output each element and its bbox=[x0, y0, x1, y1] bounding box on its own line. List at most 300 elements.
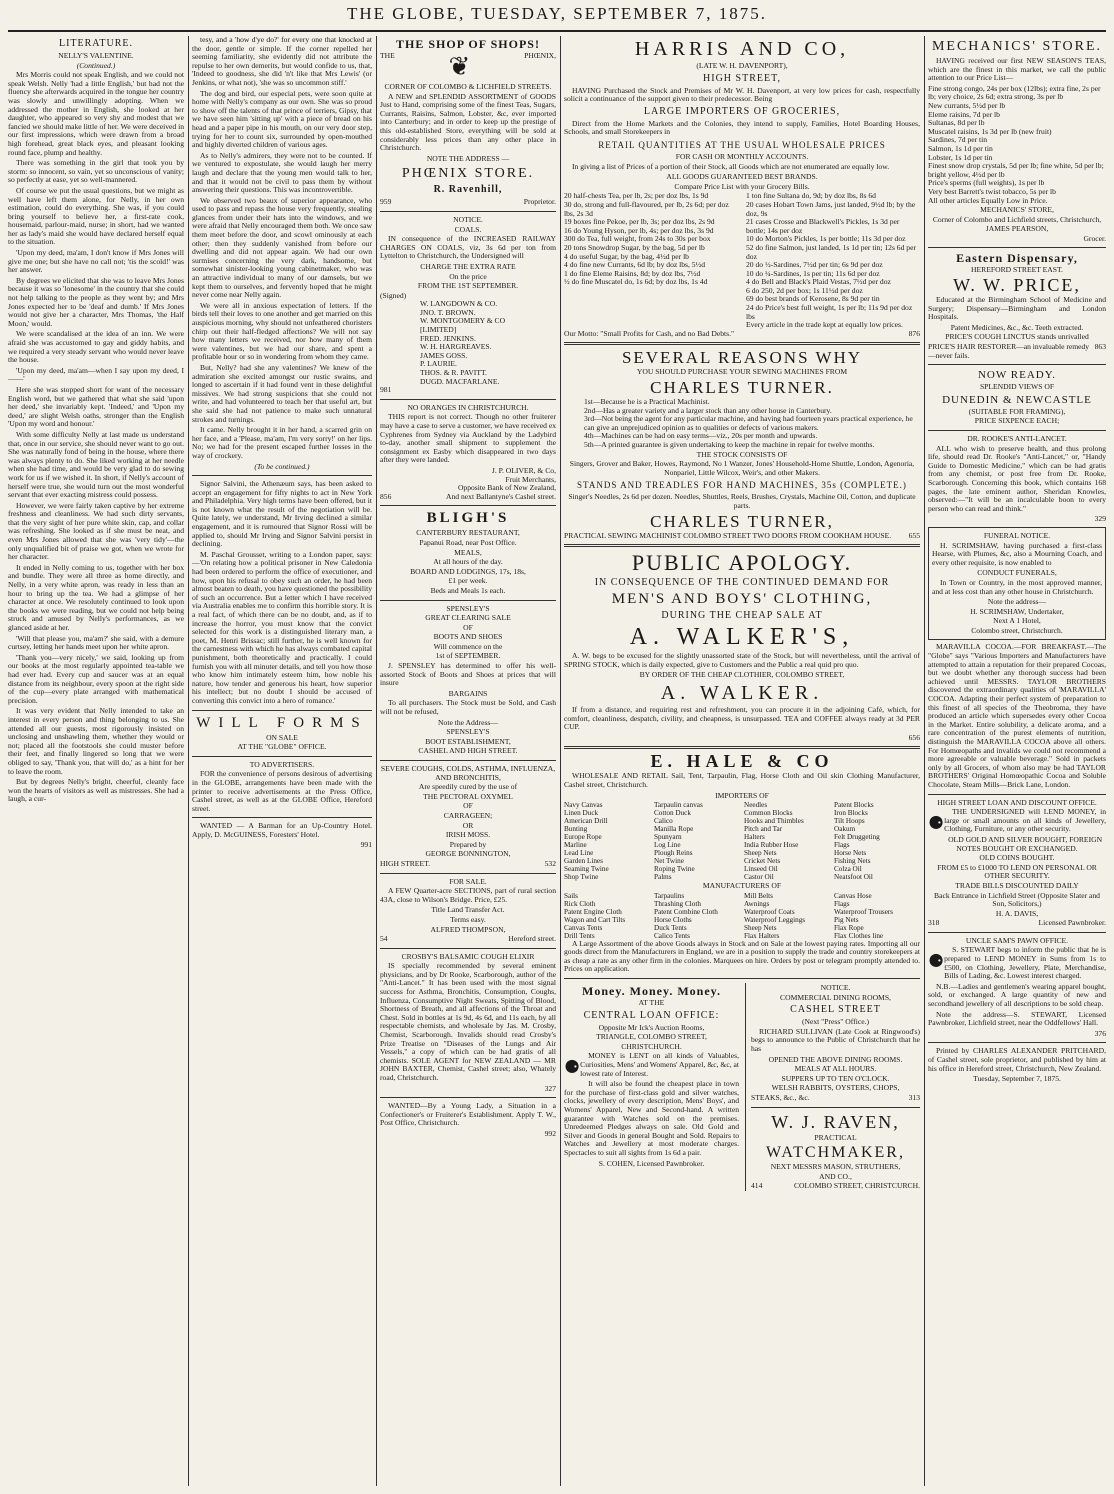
spensley-title: SPENSLEY'S bbox=[446, 603, 490, 613]
divider bbox=[380, 505, 556, 506]
divider bbox=[192, 710, 372, 711]
top-rule bbox=[8, 30, 1106, 32]
paragraph: There was something in the girl that took you by storm: so innocent, so vain, yet so unconscious of vanity; so perfectly at ease, yet so well-mannered. bbox=[8, 158, 184, 185]
carrageen: CARRAGEEN; bbox=[443, 810, 493, 820]
pawn-balls-icon: ⚈ bbox=[564, 1057, 581, 1078]
in-consequence: IN CONSEQUENCE OF THE CONTINUED DEMAND FOR bbox=[594, 577, 890, 589]
from-date: FROM THE 1ST SEPTEMBER. bbox=[417, 281, 519, 291]
reason: 2nd—Has a greater variety and a larger stock than any other house in Canterbury. bbox=[584, 405, 832, 415]
thompson-name: ALFRED THOMPSON, bbox=[430, 924, 506, 934]
price-item: 20 cases Hobart Town Jams, just landed, 9½d lb; by the doz, 9s bbox=[746, 199, 916, 218]
imprint-date: Tuesday, September 7, 1875. bbox=[973, 1074, 1061, 1084]
manuf-item: Wagon and Cart Tilts bbox=[564, 915, 626, 924]
manuf-item: Waterproof Trousers bbox=[834, 907, 894, 916]
phoenix-label: PHŒNIX, bbox=[524, 51, 556, 60]
column-ads-1 bbox=[380, 36, 556, 1486]
note-address: NOTE THE ADDRESS — bbox=[426, 153, 510, 163]
the-label: THE bbox=[380, 51, 395, 60]
price-item: 10 do Morton's Pickles, 1s per bottle; 11s 3d per doz bbox=[746, 234, 906, 244]
a-walker: A. WALKER. bbox=[660, 681, 824, 704]
licensed-pawnbroker: Licensed Pawnbroker. bbox=[1038, 918, 1106, 928]
paragraph: THIS report is not correct. Though no other fruiterer may have a case to serve a customer, we have received ex Cyphrenes from Sydney via Auckland by the Ladybird to-day, another small shipment to supplement the consignment ex Easby which disappeared in two days after they were landed. bbox=[380, 412, 556, 465]
divider bbox=[928, 364, 1106, 365]
pearson-name: JAMES PEARSON, bbox=[985, 224, 1049, 234]
uncle-sams: UNCLE SAM'S PAWN OFFICE. bbox=[965, 935, 1069, 945]
import-item: Colza Oil bbox=[834, 865, 862, 874]
paragraph: But by degrees Nelly's bright, cheerful, cleanly face won the hearts of visitors as well as mistresses. She had a laugh, a cur- bbox=[8, 777, 184, 804]
mens-boys-clothing: MEN'S AND BOYS' CLOTHING, bbox=[611, 591, 873, 608]
stands-treadles: STANDS AND TREADLES FOR HAND MACHINES, 35s (COMPLETE.) bbox=[577, 480, 907, 491]
import-item: Needles bbox=[744, 801, 768, 810]
ad-number: 329 bbox=[1094, 514, 1106, 524]
ad-number: 876 bbox=[908, 328, 920, 338]
import-item: Bunting bbox=[564, 825, 588, 834]
paragraph: Here she was stopped short for want of the necessary English word, but we gathered that what she said 'upon her deed,' she invariably kept. 'Indeed,' and 'Upon my deed,' are slight Welsh oaths, stronger than the English 'Upon my word and honour.' bbox=[8, 384, 184, 429]
divider bbox=[192, 817, 372, 818]
import-item: Log Line bbox=[654, 841, 681, 850]
paragraph: J. SPENSLEY has determined to offer his well-assorted Stock of Boots and Shoes at prices that will insure bbox=[380, 661, 556, 688]
price-item: 10 do ¼-Sardines, 1s per tin; 11s 6d per doz bbox=[746, 268, 880, 278]
colombo-line bbox=[751, 1182, 920, 1191]
imports-col bbox=[834, 801, 920, 881]
dunedin-newcastle: DUNEDIN & NEWCASTLE bbox=[942, 393, 1092, 406]
import-item: Patent Blocks bbox=[834, 801, 874, 810]
a-walkers: A. WALKER'S, bbox=[629, 624, 855, 651]
needles: Singer's Needles, 2s 6d per dozen. Needles, Shuttles, Reels, Brushes, Crystals, Machine Oil, Cotton, and duplicate parts. bbox=[568, 492, 916, 510]
bonnington-foot bbox=[380, 860, 556, 869]
funeral-notice-box bbox=[928, 527, 1106, 641]
price-item: 52 do fine Salmon, just landed, 1s 1d per tin; 12s 6d per doz bbox=[746, 242, 916, 261]
sept-date: 1st of SEPTEMBER. bbox=[435, 651, 501, 661]
price-item: Sultanas, 8d per lb bbox=[928, 118, 985, 128]
board-lodgings: BOARD AND LODGINGS, 17s, 18s, bbox=[410, 566, 526, 576]
manuf-item: Patent Combine Cloth bbox=[654, 907, 718, 916]
import-item: Seaming Twine bbox=[564, 865, 609, 874]
bonnington: GEORGE BONNINGTON, bbox=[425, 849, 511, 859]
paragraph: To all purchasers. The Stock must be Sold, and Cash will not be refused, bbox=[380, 698, 556, 717]
paragraph: IS specially recommended by several eminent physicians, and by Dr Rooke, Scarborough, author of the "Anti-Lancet." It has been used with the most signal success for Asthma, Bronchitis, Consumption, Coughs, Influenza, Consumptive Night Sweats, Spitting of Blood, Shortness of Breath, and all affections of the Throat and Chest. Sold in bottles at 1s 9d, 4s 6d, and 11s each, by all respectable chemists, and wholesale by Jas. M. Crosby, Chemist, Scarborough. Invalids should read Crosby's Prize Treatise on "Diseases of the Lungs and Air Vessels," a copy of which can be had gratis of all chemists. SOLE AGENT for NEW ZEALAND — MR JOHN BAXTER, Chemist, Cashel street; also, Whately road, Christchurch. bbox=[380, 961, 556, 1082]
cashel-street: CASHEL STREET bbox=[790, 1004, 881, 1016]
price-item: Sardines, 7d per tin bbox=[928, 135, 988, 145]
reasons-list bbox=[564, 398, 920, 450]
signer: W. MONTGOMERY & CO bbox=[420, 316, 506, 326]
back-entrance: Back Entrance in Lichfield Street (Opposite Slater and Son, Solicitors,) bbox=[934, 890, 1100, 909]
price-item: Very best Barrett's twist tobacco, 5s per lb bbox=[928, 186, 1056, 196]
manuf-item: Canvas Tents bbox=[564, 923, 603, 932]
price-item: Every article in the trade kept at equally low prices. bbox=[746, 320, 903, 330]
signer: P. LAURIE. bbox=[420, 359, 457, 369]
import-item: Shop Twine bbox=[564, 873, 599, 882]
ad-number: 318 bbox=[928, 918, 940, 928]
ad-number: 991 bbox=[360, 840, 372, 850]
scrimshaw-name: H. SCRIMSHAW, Undertaker, bbox=[970, 606, 1064, 616]
large-importers: LARGE IMPORTERS OF GROCERIES, bbox=[643, 105, 841, 117]
paragraph: In Town or Country, in the most approved manner, and at less cost than any other house in Christchurch. bbox=[932, 577, 1102, 596]
divider bbox=[380, 1097, 556, 1098]
hale-heading: E. HALE & CO bbox=[650, 751, 834, 772]
import-item: Net Twine bbox=[654, 857, 684, 866]
pawn-balls-icon: ⚈ bbox=[928, 951, 945, 972]
price-item: 20 tons Snowdrop Sugar, by the bag, 5d per lb bbox=[564, 242, 705, 252]
story-title: NELLY'S VALENTINE. bbox=[58, 51, 134, 60]
charles-turner-2: CHARLES TURNER, bbox=[650, 511, 834, 531]
section-heading: LITERATURE. bbox=[58, 38, 134, 49]
you-should: YOU SHOULD PURCHASE YOUR SEWING MACHINES FROM bbox=[636, 367, 848, 377]
column-ads-3 bbox=[928, 36, 1106, 1486]
to-advertisers-heading: TO ADVERTISERS. bbox=[249, 759, 315, 769]
motto-line bbox=[564, 330, 920, 339]
paragraph: S. STEWART begs to inform the public that he is prepared to LEND MONEY in Sums from 1s to £500, on Clothing, Jewellery, Plate, Merchandise, Bills of Lading, &c. Lowest interest charged. bbox=[944, 945, 1106, 981]
manuf-item: Duck Tents bbox=[654, 923, 687, 932]
import-item: Tarpaulin canvas bbox=[654, 801, 703, 810]
price-list-left bbox=[564, 192, 738, 330]
all-hours: At all hours of the day. bbox=[433, 557, 503, 567]
signer: W. LANGDOWN & CO. bbox=[420, 299, 498, 309]
manuf-item: Thrashing Cloth bbox=[654, 899, 701, 908]
cough-linctus: PRICE'S COUGH LINCTUS stands unrivalled bbox=[945, 332, 1089, 342]
oliver-name: J. P. OLIVER, & Co, bbox=[491, 465, 556, 475]
suppers: SUPPERS UP TO TEN O'CLOCK. bbox=[781, 1073, 890, 1083]
import-item: Europe Rope bbox=[564, 833, 602, 842]
continued-label: (Continued.) bbox=[76, 60, 116, 70]
ad-number: 532 bbox=[544, 858, 556, 868]
during-sale: DURING THE CHEAP SALE AT bbox=[661, 610, 823, 622]
price-item: 24 do Price's best full weight, 1s per lb; 11s 9d per doz lbs bbox=[746, 303, 913, 321]
cohen-name: S. COHEN, Licensed Pawnbroker. bbox=[598, 1158, 705, 1168]
price-item: 6 do 250, 2d per box; 1s 11½d per doz bbox=[746, 285, 863, 295]
papanui-road: Papanui Road, near Post Office. bbox=[419, 537, 517, 547]
price-item: 69 do best brands of Kerosene, 8s 9d per tin bbox=[746, 294, 880, 304]
ad-number: 856 bbox=[380, 491, 392, 501]
coals-heading: COALS. bbox=[454, 224, 482, 234]
patent-medicines: Patent Medicines, &c., &c. Teeth extracted. bbox=[950, 322, 1084, 332]
paragraph: M. Paschal Grousset, writing to a London paper, says:—'On relating how a political prisoner in New Caledonia had been ordered to perform the office of executioner, and how, upon his refusal to obey such an order, he had been almost beaten to death, you have questioned the possibility of such an occurrence. But a letter which I have received via Australia enables me to confirm this horrible story. It is a real fact, of which there can be no doubt, and, as if to increase the horror, you must know that the convict selected for this work is a distinguished literary man, a poet, M. Henri Brissac; still further, he is well known for the carnestness with which he has always combated capital punishment, both theoretically and practically. I could furnish you with all minuter details, and tell you how those who know him intimately esteem him, how noble his nature, how tender and generous his heart, how superior his intellect; but no doubt I should be accused of converting this convict into a hero of romance.' bbox=[192, 549, 372, 705]
import-item: Felt Druggeting bbox=[834, 833, 880, 842]
opposite-ick: Opposite Mr Ick's Auction Rooms, bbox=[598, 1022, 705, 1032]
old-coins: OLD COINS BOUGHT. bbox=[979, 853, 1055, 863]
importers-of: IMPORTERS OF bbox=[715, 790, 769, 800]
funeral-heading: FUNERAL NOTICE. bbox=[983, 530, 1051, 540]
import-item: Marline bbox=[564, 841, 587, 850]
reason: 4th—Machines can be had on easy terms—viz., 20s per month and upwards. bbox=[584, 431, 818, 441]
manuf-item: Flax Rope bbox=[834, 923, 864, 932]
import-item: Sheep Nets bbox=[744, 849, 777, 858]
import-item: India Rubber Hose bbox=[744, 841, 799, 850]
on-price: On the price bbox=[449, 271, 487, 281]
paragraph: MONEY is LENT on all kinds of Valuables, Curiosities, Mens' and Womens' Apparel, &c, &c, at lowest rate of Interest. bbox=[580, 1051, 739, 1078]
manuf-item: Tarpaulins bbox=[654, 891, 685, 900]
divider bbox=[564, 544, 920, 547]
irish-moss: IRISH MOSS. bbox=[445, 830, 491, 840]
paragraph: We were scandalised at the idea of an inn. We were afraid she was accustomed to gay and giddy habits, and we required a very steady servant who would never leave the house. bbox=[8, 329, 184, 365]
column-divider bbox=[924, 36, 925, 1486]
price-sixpence: PRICE SIXPENCE EACH; bbox=[974, 416, 1060, 426]
ravenhill-name: R. Ravenhill, bbox=[433, 184, 503, 196]
import-item: Garden Lines bbox=[564, 857, 603, 866]
ad-number: 981 bbox=[380, 385, 392, 395]
paragraph: However, we were fairly taken captive by her extreme freshness and cleanliness. We had such dirty servants, that the very sight of her pure white skin, cap, and collar was refreshing. She looked as if she must be neat, and even Mrs Jones allowed that she was 'very tidy'—the only unqualified bit of praise we got, when we wrote for her character. bbox=[8, 500, 184, 562]
dining-watchmaker-ads bbox=[745, 983, 920, 1191]
reason: 1st—Because he is a Practical Machinist. bbox=[584, 397, 710, 407]
paragraph: It was very evident that Nelly intended to take an interest in every person and thing belonging to us. She attended all our guests, most rigorously insisted on unclosing and unshawling them, whether they would or not; placed all the footstools she could muster before their feet, and finally lingered so long that we were obliged to say, 'Thank you, that will do,' as a hint for her to leave the room. bbox=[8, 706, 184, 776]
column-divider bbox=[188, 36, 189, 1486]
oliver-foot bbox=[380, 493, 556, 502]
high-street-loan: HIGH STREET LOAN AND DISCOUNT OFFICE. bbox=[937, 797, 1097, 807]
divider bbox=[928, 430, 1106, 431]
price-item: 21 cases Crosse and Blackwell's Pickles, 1s 3d per bottle; 14s per doz bbox=[746, 217, 900, 235]
at-the: AT THE bbox=[638, 998, 665, 1008]
oliver-address: Opposite Bank of New Zealand, bbox=[457, 483, 556, 493]
imports-col bbox=[564, 801, 650, 881]
manuf-col bbox=[744, 892, 830, 940]
manuf-item: Drill Tents bbox=[564, 931, 595, 940]
suitable: (SUITABLE FOR FRAMING), bbox=[968, 406, 1066, 416]
next-press: (Next "Press" Office.) bbox=[801, 1017, 869, 1027]
charles-turner: CHARLES TURNER. bbox=[650, 378, 834, 398]
phoenix-store: PHŒNIX STORE. bbox=[401, 166, 535, 182]
manuf-item: Flax Clothes line bbox=[834, 931, 884, 940]
divider bbox=[192, 756, 372, 757]
at-globe-office: AT THE "GLOBE" OFFICE. bbox=[237, 742, 327, 752]
paragraph: tesy, and a 'how d'ye do?' for every one that knocked at the door, gentle or simple. If the corner repelled her seeming familiarity, she evidently did not attribute the repulse to her own demerits, but would confide to us, that, 'Indeed to goodness, she did 'n't like that Mrs Lewis' (or Jenkins, or what not), 'she was so uncommon stiff.' bbox=[192, 36, 372, 87]
splendid-views: SPLENDID VIEWS OF bbox=[979, 382, 1055, 392]
manuf-item: Calico Tents bbox=[654, 931, 690, 940]
paragraph: 'Upon my deed, ma'am, I don't know if Mrs Jones will give me one; but she have no call not; 'tis the scold!' was her answer. bbox=[8, 248, 184, 275]
note-address-2: Note the Address— bbox=[438, 717, 498, 727]
mechanics-corner: Corner of Colombo and Lichfield streets, Christchurch, bbox=[932, 214, 1102, 224]
import-item: Iron Blocks bbox=[834, 809, 868, 818]
price-item: 20 half-chests Tea, per lb, 2s; per doz lbs, 1s 9d bbox=[564, 191, 709, 201]
paragraph: Educated at the Birmingham School of Medicine and Surgery; Dispensary—Birmingham and London Hospitals. bbox=[928, 295, 1106, 322]
manuf-item: Flags bbox=[834, 899, 850, 908]
ad-number: 959 bbox=[380, 197, 392, 207]
paragraph: N.B.—Ladies and gentlemen's wearing apparel bought, sold, or exchanged. A large quantity of new and secondhand jewellery of all descriptions to be sold cheap. bbox=[928, 981, 1106, 1009]
corner-address: CORNER OF COLOMBO & LICHFIELD STREETS. bbox=[384, 82, 552, 91]
paragraph: The dog and bird, our especial pets, were soon quite at home with Nelly's company as our own. She was so proud to show off the talents of that prince of terriers, Gipsy, that we have seen him 'sitting up' with a piece of bread on his head and a paper pipe in his mouth, on our very door step, trying for her to count six, surrounded by open-mouthed and highly diverted children of various ages. bbox=[192, 88, 372, 150]
blighs-heading: BLIGH'S bbox=[426, 510, 510, 527]
raven-name: W. J. RAVEN, bbox=[771, 1111, 900, 1132]
paragraph: By degrees we elicited that she was to leave Mrs Jones because it was so 'lonesome' in the country that she could not help talking to the people as they went by; and Mrs Jones expected her to be 'deaf and dumb.' If Mrs Jones would not give her a character, Mrs Thomas, 'the Half Moon,' would. bbox=[8, 275, 184, 328]
mechanics-store: MECHANICS' STORE. bbox=[931, 39, 1103, 54]
paragraph: ALL who wish to preserve health, and thus prolong life, should read Dr. Rooke's "Anti-Lancet," or, "Handy Guide to Domestic Medicine," which can be had gratis from any chemist, or post free from Dr. Rooke, Scarborough. Concerning this book, which contains 168 pages, the late eminent author, Sheridan Knowles, observed:—"It will be an incalculable boon to every person who can read and think." bbox=[928, 443, 1106, 513]
divider bbox=[928, 794, 1106, 795]
price-item: Muscatel raisins, 1s 3d per lb (new fruit) bbox=[928, 126, 1052, 136]
paragraph: A NEW and SPLENDID ASSORTMENT of GOODS Just to Hand, comprising some of the finest Teas, Sugars, Currants, Raisins, Salmon, Lobster, &c, ever imported into Canterbury; and in order to keep up the prestige of this old-established Store, everything will be sold at considerably less prices than any other place in Christchurch. bbox=[380, 91, 556, 153]
next-hotel: Next A 1 Hotel, bbox=[993, 616, 1041, 626]
import-item: Common Blocks bbox=[744, 809, 793, 818]
manuf-item: Patent Engine Cloth bbox=[564, 907, 622, 916]
on-sale: ON SALE bbox=[266, 732, 298, 742]
charge-extra: CHARGE THE EXTRA RATE bbox=[420, 261, 516, 271]
paragraph: A FEW Quarter-acre SECTIONS, part of rural section 43A, close to Wilson's Bridge. Price, £25. bbox=[380, 886, 556, 904]
spensleys: SPENSLEY'S bbox=[446, 727, 490, 737]
divider bbox=[380, 760, 556, 761]
mechanics-store-2: MECHANICS' STORE, bbox=[980, 205, 1054, 215]
christchurch: CHRISTCHURCH. bbox=[621, 1041, 682, 1051]
price-item: 19 boxes fine Pekoe, per lb, 3s; per doz lbs, 2s 9d bbox=[564, 217, 715, 227]
divider bbox=[564, 342, 920, 345]
paragraph: 'Will that please you, ma'am?' she said, with a demure curtsey, letting her hands meet upon her white apron. bbox=[8, 633, 184, 652]
manuf-item: Canvas Hose bbox=[834, 891, 872, 900]
several-reasons: SEVERAL REASONS WHY bbox=[621, 348, 863, 368]
masthead: THE GLOBE, TUESDAY, SEPTEMBER 7, 1875. bbox=[347, 4, 767, 23]
import-item: Plough Reins bbox=[654, 849, 693, 858]
ad-number: 376 bbox=[1094, 1028, 1106, 1038]
paragraph: HAVING received our first NEW SEASON'S TEAS, which are the finest in this market, we call the public attention to our Price List— bbox=[928, 56, 1106, 83]
for-cash: FOR CASH OR MONTHLY ACCOUNTS. bbox=[675, 151, 809, 161]
paragraph: 'Thank you—very nicely,' we said, looking up from our books at the most regularly appointed tea-table we had ever had. Every cup and saucer was at an equal distance from its neighbour, every spoon at the right side of the cup—every plate arranged with mathematical precision. bbox=[8, 652, 184, 705]
manufacturers-of: MANUFACTURERS OF bbox=[702, 881, 782, 891]
imports-col bbox=[744, 801, 830, 881]
from-5: FROM £5 to £1000 TO LEND ON PERSONAL OR OTHER SECURITY. bbox=[937, 862, 1097, 881]
opened: OPENED THE ABOVE DINING ROOMS. bbox=[768, 1054, 903, 1064]
paragraph: RICHARD SULLIVAN (Late Cook at Ringwood's) begs to announce to the Public of Christchurch that he has bbox=[751, 1026, 920, 1054]
welsh-rabbits: WELSH RABBITS, OYSTERS, CHOPS, bbox=[771, 1083, 900, 1093]
or-label: OR bbox=[462, 820, 474, 830]
story-body bbox=[8, 71, 184, 804]
price-list-right bbox=[746, 192, 920, 330]
paragraph: We were all in anxious expectation of letters. If the birds tell their loves to one another and get married on this auspicious morning, why should not unfeathered choristers chirp out their half-fledged affections? We will not say how many letters we received, nor how many of them were valentines, but we had our share, and spent a profitable hour or so in wondering from whom they came. bbox=[192, 300, 372, 362]
import-item: Manilla Rope bbox=[654, 825, 694, 834]
price-item: 1 ton fine Sultana do, 9d; by doz lbs, 8s 6d bbox=[746, 191, 876, 201]
column-literature bbox=[8, 36, 184, 1486]
import-item: Neatsfoot Oil bbox=[834, 873, 873, 882]
manuf-item: Horse Cloths bbox=[654, 915, 692, 924]
and-co: AND CO., bbox=[819, 1171, 852, 1181]
import-item: Cricket Nets bbox=[744, 857, 781, 866]
paragraph: It will also be found the cheapest place in town for the purchase of first-class gold and silver watches, clocks, jewellery of every description, Mens' Boys', and Womens' Apparel, New and Second-hand. A written guarantee with Watches sold on the premises. Unredeemed Pledges always on sale. Old Gold and Silver and Goods in general Bought and Sold. Repairs to Watches and Jewellery at most moderate charges. Spectacles to suit all sights from 1s 6d a pair. bbox=[564, 1079, 739, 1157]
signer: FRED. JENKINS. bbox=[420, 333, 476, 343]
paragraph: WHOLESALE AND RETAIL Sail, Tent, Tarpaulin, Flag, Horse Cloth and Oil skin Clothing Manufacturer, Cashel street, Christchurch. bbox=[564, 771, 920, 789]
import-item: Halters bbox=[744, 833, 765, 842]
stock-consists: THE STOCK CONSISTS OF bbox=[696, 449, 788, 459]
meals-heading: MEALS, bbox=[454, 547, 482, 557]
signer: THOS. & R. PAVITT. bbox=[420, 368, 487, 378]
cashel-high: CASHEL AND HIGH STREET. bbox=[418, 746, 518, 756]
manuf-item: Flax Halters bbox=[744, 931, 780, 940]
price-item: Fine strong congo, 24s per box (12lbs); extra fine, 2s per lb; very choice, 2s 6d; extra strong, 3s per lb bbox=[928, 83, 1101, 102]
import-item: Lead Line bbox=[564, 849, 594, 858]
davis-name: H. A. DAVIS, bbox=[995, 908, 1039, 918]
price-item: Eleme raisins, 7d per lb bbox=[928, 109, 1000, 119]
hereford-east: HEREFORD STREET EAST. bbox=[971, 265, 1063, 275]
conduct-funerals: CONDUCT FUNERALS, bbox=[977, 568, 1057, 578]
price-item: 1 do fine Eleme Raisins, 8d; by doz lbs, 7½d bbox=[564, 268, 701, 278]
paragraph: A. W. begs to be excused for the slightly unassorted state of the Stock, but will nevertheless, until the arrival of SPRING STOCK, which is daily expected, give to Customers and the Public a real quid pro quo. bbox=[564, 651, 920, 669]
late-davenport: (LATE W. H. DAVENPORT), bbox=[696, 61, 788, 70]
steaks-line bbox=[751, 1094, 920, 1103]
price-item: ½ do fine Muscatel do, 1s 6d; by doz lbs, 1s 4d bbox=[564, 277, 708, 287]
speedily-cured: Are speedily cured by the use of bbox=[418, 782, 518, 792]
now-ready: NOW READY. bbox=[977, 369, 1057, 382]
bottom-ads-row bbox=[564, 983, 920, 1191]
price-item: 4 do useful Sugar, by the bag, 4½d per lb bbox=[564, 251, 689, 261]
retail-quantities: RETAIL QUANTITIES AT THE USUAL WHOLESALE PRICES bbox=[598, 139, 886, 150]
great-sale: GREAT CLEARING SALE bbox=[425, 613, 511, 623]
price-item: 4 do fine new Currants, 6d lb; by doz lbs, 5½d bbox=[564, 260, 706, 270]
import-item: Palms bbox=[654, 873, 672, 882]
next-mason: NEXT MESSRS MASON, STRUTHERS, bbox=[770, 1162, 901, 1172]
paragraph: Of course we put the usual questions, but we might as well have left them alone, for Nelly, in her own estimation, could do everything. She was, if you could bring yourself to believe her, a first-rate cook, housemaid, parlour-maid, nurse; in short, had we wanted her as lady's maid she would have declared herself equal to the situation. bbox=[8, 185, 184, 247]
severe-coughs: SEVERE COUGHS, COLDS, ASTHMA, INFLUENZA, AND BRONCHITIS, bbox=[380, 764, 556, 782]
of-label: OF bbox=[463, 801, 473, 811]
column-ads-2 bbox=[564, 36, 920, 1486]
paragraph: Direct from the Home Markets and the Colonies, they intend to supply, Families, Hotel Boarding Houses, Schools, and small Storekeepers in bbox=[564, 118, 920, 137]
manuf-col bbox=[834, 892, 920, 940]
old-gold: OLD GOLD AND SILVER BOUGHT, FOREIGN NOTES BOUGHT OR EXCHANGED. bbox=[948, 834, 1103, 853]
manufactures-table bbox=[564, 892, 920, 940]
crosby-heading: CROSBY'S BALSAMIC COUGH ELIXIR bbox=[401, 951, 535, 961]
oliver-role: Fruit Merchants, bbox=[505, 474, 556, 484]
manuf-item: Rick Cloth bbox=[564, 899, 596, 908]
ad-number: 863 bbox=[1094, 342, 1106, 352]
motto: Our Motto: "Small Profits for Cash, and no Bad Debts." bbox=[564, 328, 735, 338]
paragraph: H. SCRIMSHAW, having purchased a first-class Hearse, with Plumes, &c, also a Mourning Coach, and every other requisite, is now enabled to bbox=[932, 540, 1102, 567]
high-street: HIGH STREET. bbox=[380, 858, 431, 868]
hair-restorer: PRICE'S HAIR RESTORER—an invaluable remedy—never fails. bbox=[928, 342, 1090, 360]
paragraph: With some difficulty Nelly at last made us understand that, once in our service, she should never want to go out. She was naturally fond of being in the house, where there was always plenty to do. She liked working at her needle when she had time, and would be very glad to do sewing work for us if we wished it. In short, if Nelly's account of herself were true, she would turn out the most wonderful servant that ever exacting mistress could possess. bbox=[8, 429, 184, 500]
import-item: Hooks and Thimbles bbox=[744, 817, 804, 826]
note-address: Note the address— bbox=[987, 597, 1047, 607]
beds-meals: Beds and Meals 1s each. bbox=[430, 585, 506, 595]
manuf-item: Pig Nets bbox=[834, 915, 859, 924]
meals-all-hours: MEALS AT ALL HOURS. bbox=[794, 1064, 877, 1074]
eastern-dispensary: Eastern Dispensary, bbox=[956, 251, 1078, 266]
by-order: BY ORDER OF THE CHEAP CLOTHIER, COLOMBO STREET, bbox=[639, 670, 845, 680]
boot-establishment: BOOT ESTABLISHMENT, bbox=[425, 736, 511, 746]
price-item: All other articles Equally Low in Price. bbox=[928, 195, 1048, 205]
grocer-label: Grocer. bbox=[1083, 233, 1106, 243]
imports-col bbox=[654, 801, 740, 881]
divider bbox=[564, 978, 920, 979]
import-item: Roping Twine bbox=[654, 865, 695, 874]
manuf-item: Mill Belts bbox=[744, 891, 773, 900]
price-item: 30 do, strong and full-flavoured, per lb, 2s 6d; per doz lbs, 2s 3d bbox=[564, 199, 729, 218]
import-item: Navy Canvas bbox=[564, 801, 603, 810]
ad-number: 327 bbox=[544, 1083, 556, 1093]
ad-number: 655 bbox=[908, 530, 920, 540]
pawn-balls-icon: ⚈ bbox=[928, 813, 945, 834]
hereford-street: Hereford street. bbox=[508, 934, 556, 944]
import-item: American Drill bbox=[564, 817, 608, 826]
price-item: New currants, 5½d per lb bbox=[928, 100, 1006, 110]
signer: [LIMITED] bbox=[420, 325, 457, 335]
divider bbox=[380, 600, 556, 601]
harris-heading: HARRIS AND CO, bbox=[634, 38, 850, 60]
davis-foot bbox=[928, 919, 1106, 928]
canterbury-restaurant: CANTERBURY RESTAURANT, bbox=[416, 528, 520, 538]
colombo-address: COLOMBO STREET, CHRISTCURCH. bbox=[793, 1181, 920, 1191]
price-item: 4 do Bell and Black's Plaid Vestas, 7½d per doz bbox=[746, 277, 891, 287]
divider bbox=[380, 211, 556, 212]
import-item: Fishing Nets bbox=[834, 857, 871, 866]
manuf-col bbox=[654, 892, 740, 940]
paragraph: Note the address—S. STEWART, Licensed Pawnbroker, Lichfield street, near the Oddfellows' Hall. bbox=[928, 1009, 1106, 1028]
triangle-colombo: TRIANGLE, COLOMBO STREET, bbox=[596, 1032, 707, 1042]
per-week: £1 per week. bbox=[448, 576, 488, 586]
trade-bills: TRADE BILLS DISCOUNTED DAILY bbox=[955, 880, 1079, 890]
paragraph: It came. Nelly brought it in her hand, a scarred grin on her face, and a 'Please, ma'am, I'm very sorry!' on her lips. No; we had for the present escaped further losses in the way of crockery. bbox=[192, 425, 372, 460]
steaks: STEAKS, &c., &c. bbox=[751, 1093, 810, 1102]
signed-label: (Signed) bbox=[380, 290, 407, 300]
wanted-ad: WANTED—By a Young Lady, a Situation in a Confectioner's or Fruiterer's Establishment. Apply T. W., Post Office, Christchurch. bbox=[380, 1101, 556, 1128]
mechanics-price-list bbox=[928, 85, 1106, 205]
makers: Singers, Grover and Baker, Howes, Raymond, No 1 Wanzer, Jones' Household-Home Shuttle, London, Agenoria, Nonpariel, Little Wilcox, Weir's, and other Makers. bbox=[569, 459, 915, 477]
import-item: Horse Nets bbox=[834, 849, 867, 858]
import-item: Oakum bbox=[834, 825, 856, 834]
price-item: 300 do Tea, full weight, from 24s to 30s per box bbox=[564, 234, 711, 244]
price-item: Price's sperms (full weights), 1s per lb bbox=[928, 178, 1045, 188]
